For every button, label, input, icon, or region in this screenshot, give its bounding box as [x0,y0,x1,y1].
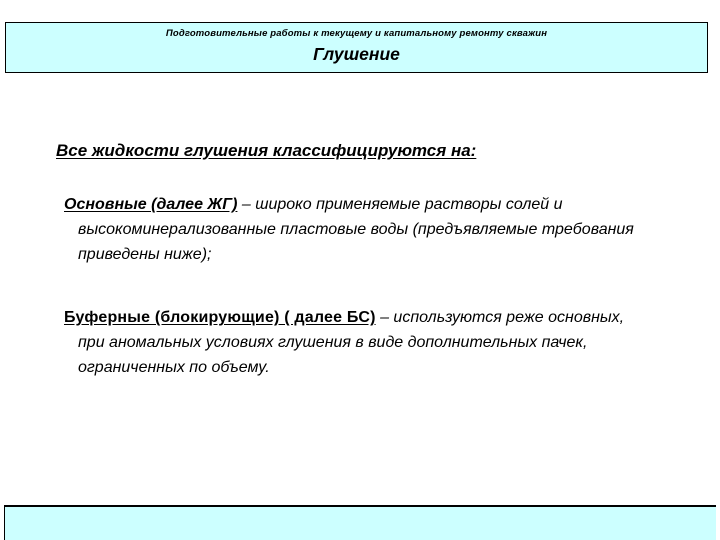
slide-footer-bar [4,505,716,540]
term-label-osnovnye: Основные (далее ЖГ) [64,196,238,213]
term-label-bufernye: Буферные (блокирующие) ( далее БС) [64,309,376,326]
term-definition-bufernye: – используются реже основных, при аномальных условиях глушения в виде дополнительных пачек, ограниченных по объему. [78,309,625,376]
body-lead-line [56,140,656,162]
list-item [56,305,638,380]
header-eyebrow-text: Подготовительные работы к текущему и капитальному ремонту скважин [165,28,548,39]
slide-header-box [5,22,708,73]
list-item [56,192,638,267]
term-definition-osnovnye: – широко применяемые растворы солей и высокоминерализованные пластовые воды (предъявляемые требования приведены ниже); [78,196,634,263]
slide-body [56,140,656,402]
slide-title: Глушение [313,44,400,64]
body-lead-text: Все жидкости глушения классифицируются на: [56,141,477,160]
